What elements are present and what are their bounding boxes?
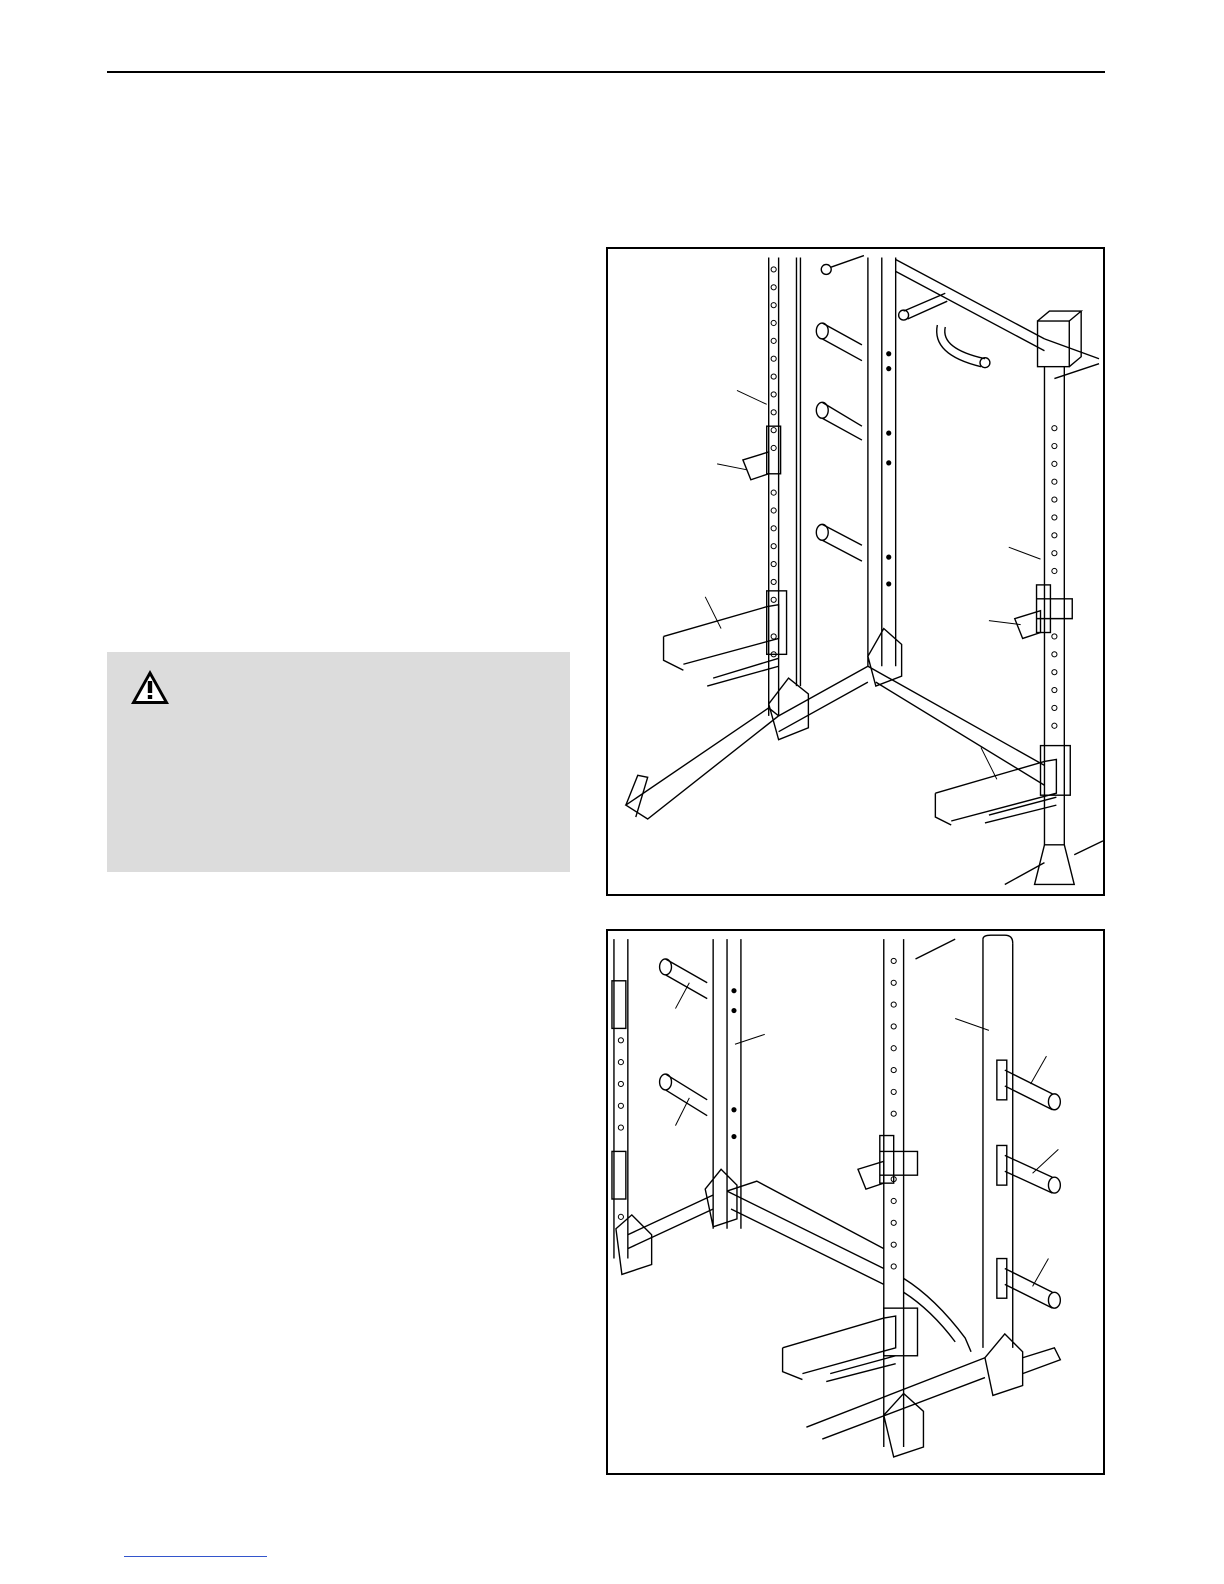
callout-leaders — [705, 390, 1040, 779]
assembly-figure-2 — [606, 929, 1105, 1475]
middle-upright-bolts — [886, 351, 891, 586]
warning-box — [107, 652, 570, 872]
rear-right-upright — [916, 935, 1013, 1348]
far-left-upright — [612, 939, 628, 1258]
right-weight-horns — [997, 1060, 1060, 1308]
left-upright — [769, 258, 801, 716]
assembly-figure-1 — [606, 247, 1105, 896]
left-center-bolts — [731, 988, 736, 1139]
top-frame — [896, 260, 1099, 379]
right-upright-holes — [1052, 426, 1057, 729]
middle-upright — [868, 258, 896, 667]
left-j-hook — [743, 426, 781, 480]
base-frame — [626, 629, 1103, 885]
center-j-hook — [858, 1136, 918, 1190]
header-rule — [107, 71, 1105, 73]
power-rack-drawing-2 — [608, 931, 1103, 1473]
far-left-upright-holes — [618, 1038, 623, 1220]
base-frame-2 — [616, 1169, 1060, 1457]
center-upright — [884, 939, 904, 1447]
center-upright-holes — [891, 958, 896, 1269]
warning-triangle-icon — [129, 668, 171, 706]
power-rack-drawing-1 — [608, 249, 1103, 894]
left-upright-holes — [771, 267, 776, 657]
spotter-arm — [783, 1308, 918, 1381]
left-weight-horns — [660, 959, 708, 1116]
weight-horns — [816, 256, 990, 562]
right-spotter-arm — [935, 746, 1070, 825]
footer-link-underline — [124, 1556, 267, 1557]
